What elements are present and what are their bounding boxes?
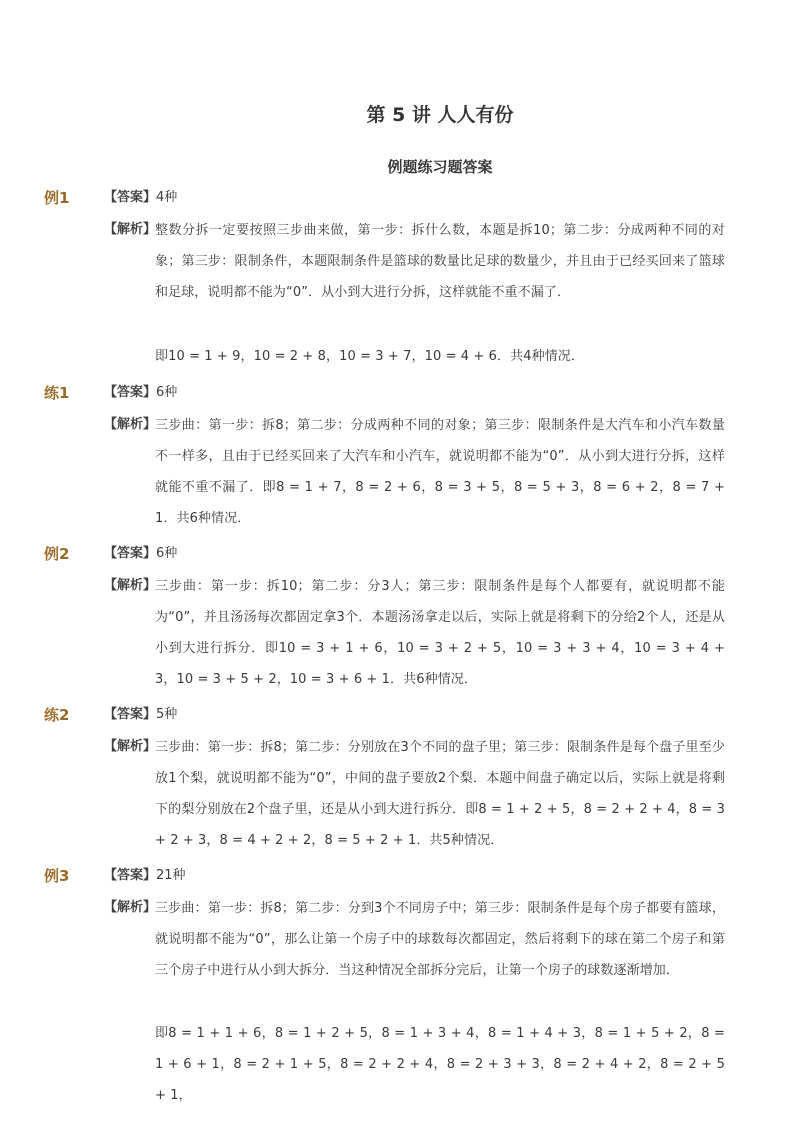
answer-tag: 【答案】	[104, 868, 157, 883]
section-label: 例1	[44, 189, 70, 207]
analysis-tag: 【解析】	[104, 417, 157, 432]
answer-row	[104, 384, 177, 402]
answer-tag: 【答案】	[104, 385, 157, 400]
page-title: 第 5 讲 人人有份	[366, 104, 514, 126]
answer-row	[104, 867, 186, 885]
analysis-tag: 【解析】	[104, 739, 157, 754]
answer-value: 5种	[156, 707, 178, 722]
section-label: 练2	[44, 706, 70, 724]
answer-tag: 【答案】	[104, 707, 157, 722]
page-subtitle: 例题练习题答案	[387, 158, 493, 176]
answer-row	[104, 189, 177, 207]
section-label: 练1	[44, 384, 70, 402]
analysis-tag: 【解析】	[104, 900, 157, 915]
section-label: 例3	[44, 867, 70, 885]
answer-value: 21种	[156, 868, 186, 883]
answer-row	[104, 545, 177, 563]
section-label: 例2	[44, 545, 70, 563]
analysis-text: 整数分拆一定要按照三步曲来做，第一步：拆什么数，本题是拆10；第二步：分成两种不同的对象；第三步：限制条件，本题限制条件是篮球的数量比足球的数量少，并且由于已经买回来了篮球和足球，说明都不能为“0”．从小到大进行分拆，这样就能不重不漏了．	[155, 223, 725, 300]
answer-row	[104, 706, 177, 724]
analysis-extra: 即10 = 1 + 9，10 = 2 + 8，10 = 3 + 7，10 = 4 + 6．共4种情况．	[155, 349, 584, 364]
analysis-extra: 即8 = 1 + 1 + 6，8 = 1 + 2 + 5，8 = 1 + 3 + 4，8 = 1 + 4 + 3，8 = 1 + 5 + 2，8 = 1 + 6 + 1，8 = 2 + 1 + 5，8 = 2 + 2 + 4，8 = 2 + 3 + 3，8 = 2 + 4 + 2，8 = 2 + 5 + 1，	[155, 1026, 725, 1103]
analysis-text: 三步曲：第一步：拆8；第二步：分到3个不同房子中；第三步：限制条件是每个房子都要有篮球，就说明都不能为“0”，那么让第一个房子中的球数每次都固定，然后将剩下的球在第二个房子和第三个房子中进行从小到大拆分．当这种情况全部拆分完后，让第一个房子的球数逐渐增加．	[155, 901, 725, 978]
answer-value: 6种	[156, 385, 178, 400]
answer-tag: 【答案】	[104, 190, 157, 205]
answer-tag: 【答案】	[104, 546, 157, 561]
analysis-text: 三步曲：第一步：拆8；第二步：分成两种不同的对象；第三步：限制条件是大汽车和小汽车数量不一样多，且由于已经买回来了大汽车和小汽车，就说明都不能为“0”．从小到大进行分拆，这样就能不重不漏了．即8 = 1 + 7，8 = 2 + 6，8 = 3 + 5，8 = 5 + 3，8 = 6 + 2，8 = 7 + 1．共6种情况．	[155, 418, 725, 526]
answer-value: 4种	[156, 190, 178, 205]
answer-value: 6种	[156, 546, 178, 561]
analysis-tag: 【解析】	[104, 578, 157, 593]
analysis-text: 三步曲：第一步：拆10；第二步：分3人；第三步：限制条件是每个人都要有，就说明都不能为“0”，并且汤汤每次都固定拿3个．本题汤汤拿走以后，实际上就是将剩下的分给2个人，还是从小到大进行拆分．即10 = 3 + 1 + 6，10 = 3 + 2 + 5，10 = 3 + 3 + 4，10 = 3 + 4 + 3，10 = 3 + 5 + 2，10 = 3 + 6 + 1．共6种情况．	[155, 579, 725, 687]
analysis-tag: 【解析】	[104, 222, 157, 237]
analysis-text: 三步曲：第一步：拆8；第二步：分别放在3个不同的盘子里；第三步：限制条件是每个盘子里至少放1个梨，就说明都不能为“0”，中间的盘子要放2个梨．本题中间盘子确定以后，实际上就是将剩下的梨分别放在2个盘子里，还是从小到大进行拆分．即8 = 1 + 2 + 5，8 = 2 + 2 + 4，8 = 3 + 2 + 3，8 = 4 + 2 + 2，8 = 5 + 2 + 1．共5种情况．	[155, 740, 725, 848]
